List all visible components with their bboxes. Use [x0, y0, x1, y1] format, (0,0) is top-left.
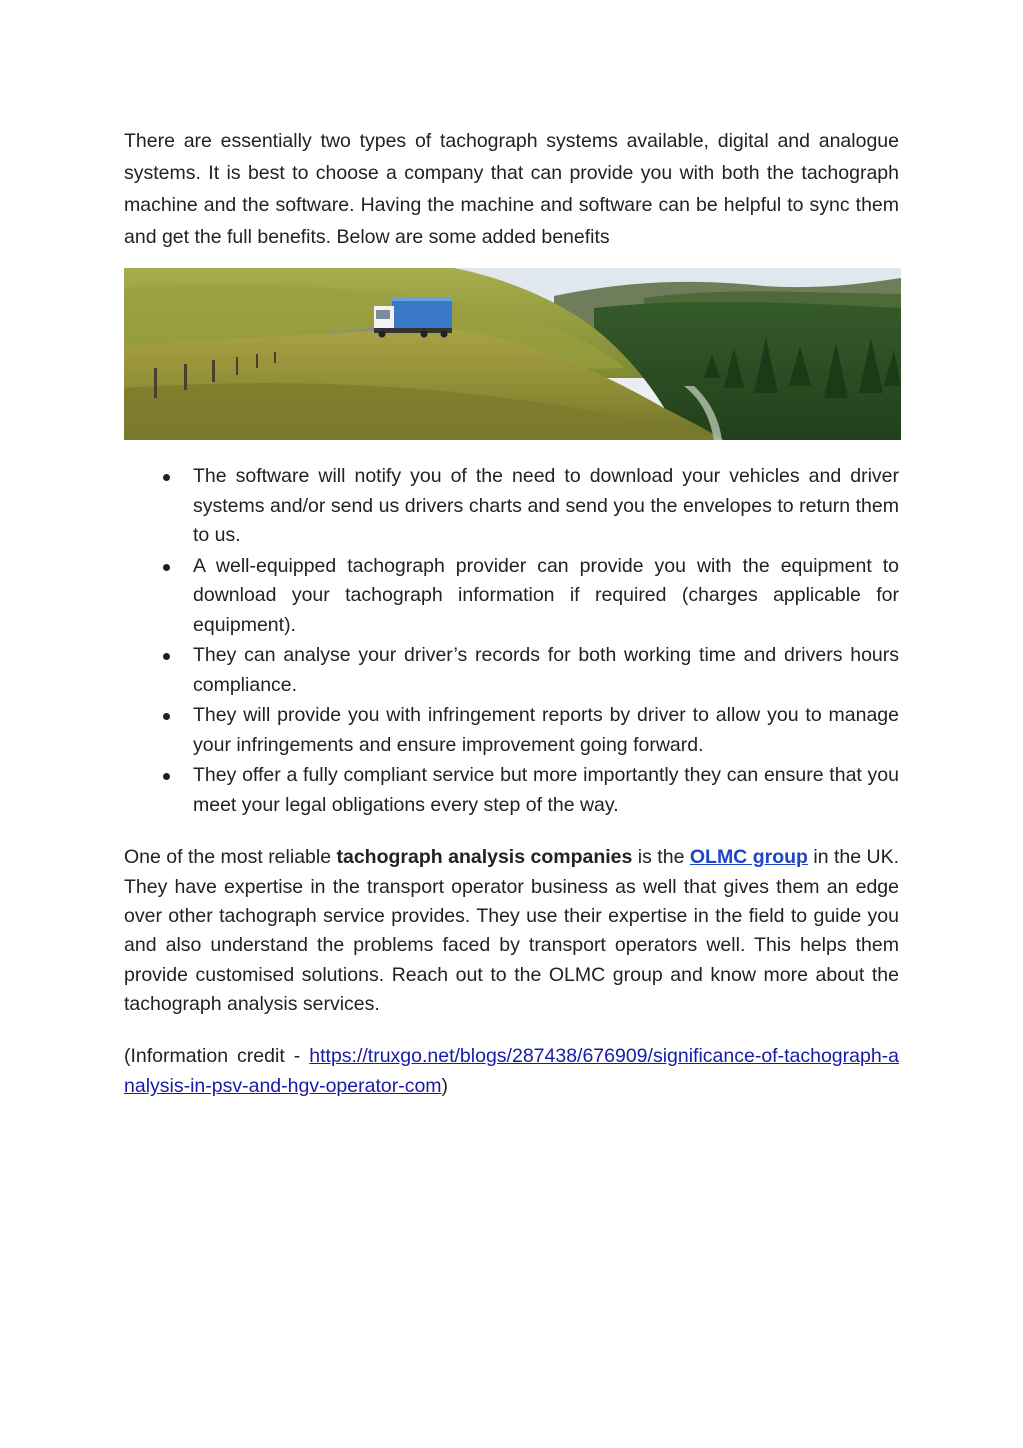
- credit-suffix: ): [441, 1075, 449, 1098]
- truck-landscape-photo: [124, 268, 901, 440]
- list-item-text: They can analyse your driver’s records for both working time and drivers hours compliance.: [193, 644, 899, 696]
- list-item-text: They will provide you with infringement reports by driver to allow you to manage your infringements and ensure improvement going forward.: [193, 704, 899, 756]
- benefits-list: [124, 462, 899, 820]
- bullet-dot-icon: [163, 564, 170, 571]
- olmc-paragraph: [124, 843, 899, 1019]
- list-item: [193, 701, 899, 760]
- olmc-group-link[interactable]: OLMC group: [689, 846, 808, 869]
- para2-bold-phrase: tachograph analysis companies: [336, 846, 633, 869]
- para2-text-after: in the UK. They have expertise in the transport operator business as well that gives them an edge over other tachograph service provides. They use their expertise in the field to guide you and also understand the problems faced by transport operators well. This helps them provide customised solutions. Reach out to the OLMC group and know more about the tachograph analysis services.: [124, 846, 900, 1015]
- intro-paragraph: There are essentially two types of tachograph systems available, digital and analogue systems. It is best to choose a company that can provide you with both the tachograph machine and the software. Having the machine and software can be helpful to sync them and get the full benefits. Below are some added benefits: [124, 130, 899, 248]
- list-item: [193, 641, 899, 700]
- bullet-dot-icon: [163, 653, 170, 660]
- list-item: [193, 761, 899, 820]
- bullet-dot-icon: [163, 713, 170, 720]
- para2-text-middle: is the: [632, 846, 690, 869]
- credit-source-link[interactable]: https://truxgo.net/blogs/287438/676909/significance-of-tachograph-analysis-in-psv-and-hgv-operator-com: [124, 1045, 899, 1098]
- list-item-text: They offer a fully compliant service but more importantly they can ensure that you meet your legal obligations every step of the way.: [193, 764, 899, 816]
- list-item: [193, 552, 899, 641]
- list-item-text: A well-equipped tachograph provider can provide you with the equipment to download your tachograph information if required (charges applicable for equipment).: [193, 554, 899, 637]
- credit-paragraph: [124, 1041, 899, 1101]
- credit-prefix: (Information credit -: [124, 1045, 310, 1068]
- bullet-dot-icon: [163, 773, 170, 780]
- bullet-dot-icon: [163, 474, 170, 481]
- list-item: [193, 462, 899, 551]
- para2-text-before: One of the most reliable: [124, 846, 337, 869]
- document-page: [124, 125, 899, 1101]
- list-item-text: The software will notify you of the need to download your vehicles and driver systems and/or send us drivers charts and send you the envelopes to return them to us.: [193, 465, 899, 547]
